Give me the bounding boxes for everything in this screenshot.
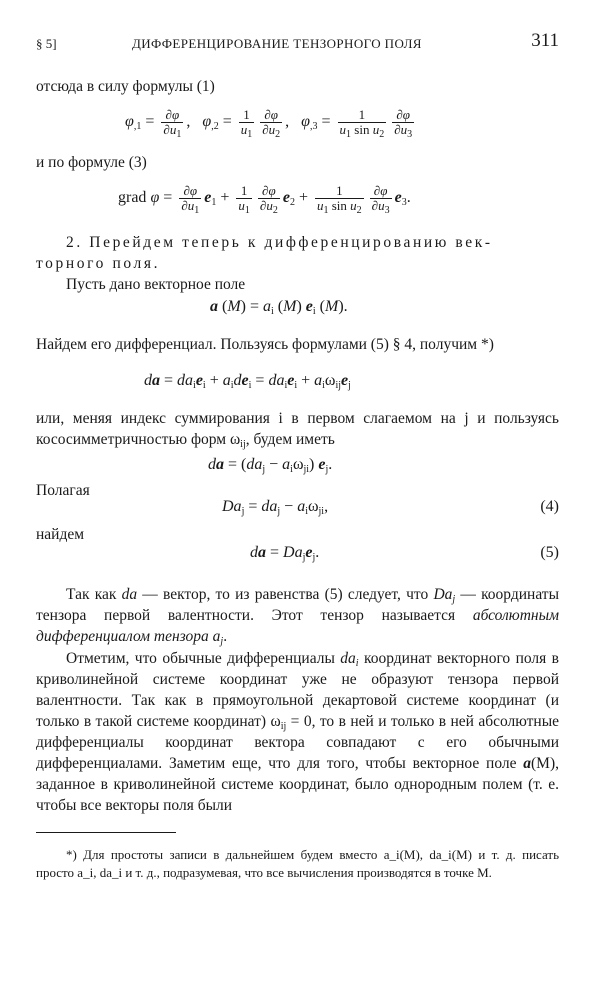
formula-da-result: da = $(da_j - a_i\omega_{ji})$ $e_j$.: [208, 456, 333, 475]
paragraph-3: 2. Перейдем теперь к дифференцированию век- торного поля.: [36, 234, 493, 272]
paragraph-8: найдем: [36, 526, 85, 543]
equation-number-5: (5): [540, 544, 559, 561]
paragraph-10: Отметим, что обычные дифференциалы $da_i$ координат векторного поля в криволинейной системе координат уже не образуют тензора первой валентности. Так как в прямоугольной декартовой системе координат (и только в такой системе координат) $\omega_{ij} = 0$, то в ней и только в ней абсолютные дифференциалы координат вектора совпадают с его обычными дифференциалами. Заметим еще, что для того, чтобы векторное поле a(M), заданное в криволинейной системе координат, было однородным полем (т. е. чтобы все векторы поля были: [36, 650, 560, 814]
paragraph-5: Найдем его дифференциал. Пользуясь формулами (5) § 4, получим *): [36, 336, 494, 353]
paragraph-4: Пусть дано векторное поле: [66, 276, 246, 293]
formula-4: $Da_j = da_j - a_i\omega_{ji}$,: [222, 498, 329, 517]
formula-5: da = $Da_je_j$.: [250, 544, 320, 563]
page-header: [36, 30, 559, 56]
paragraph-7: Полагая: [36, 482, 90, 499]
paragraph-2: и по формуле (3): [36, 154, 147, 171]
formula-gradient: grad φ = $\frac{\partial\varphi}{\partial u_1}$ $e_1$ + $\frac{1}{u_1}$ $\frac{\partial\varphi}{\partial u_2}$ $e_2$ + $\frac{1}{u_1 \sin u_2}$ $\frac{\partial\varphi}{\partial u_3}$ $e_3$.: [118, 183, 411, 216]
footnote: *) Для простоты записи в дальнейшем будем вместо a_i(M), da_i(M) и т. д. писать просто a_i, da_i и т. д., подразумевая, что все вычисления производятся в точке M.: [36, 847, 559, 880]
formula-da-expansion: da = $da_ie_i + a_ide_i = da_ie_i + a_i\omega_{ij}e_j$: [144, 372, 351, 391]
paragraph-1: отсюда в силу формулы (1): [36, 78, 215, 95]
header-title: ДИФФЕРЕНЦИРОВАНИЕ ТЕНЗОРНОГО ПОЛЯ: [132, 36, 422, 51]
header-section: § 5]: [36, 36, 57, 51]
paragraph-6: или, меняя индекс суммирования i в первом слагаемом на j и пользуясь кососимметричностью форм $\omega_{ij}$, будем иметь: [36, 410, 559, 450]
footnote-divider: [36, 832, 176, 833]
formula-phi-components: $\varphi_{,1}$ = $\frac{\partial\varphi}{\partial u_1}$ , $\varphi_{,2}$ = $\frac{1}{u_1}$ $\frac{\partial\varphi}{\partial u_2}$ , $\varphi_{,3}$ = $\frac{1}{u_1 \sin u_2}$ $\frac{\partial\varphi}{\partial u_3}$: [125, 107, 413, 140]
paragraph-9: Так как da — вектор, то из равенства (5) следует, что $Da_j$ — координаты тензора первой валентности. Этот тензор называется абсолютным дифференциалом тензора $a_j$.: [36, 586, 559, 647]
formula-vector-field: a $(M) = a_i$ (M) $e_i$ (M).: [210, 298, 348, 317]
equation-number-4: (4): [540, 498, 559, 515]
page-number: 311: [531, 30, 559, 51]
